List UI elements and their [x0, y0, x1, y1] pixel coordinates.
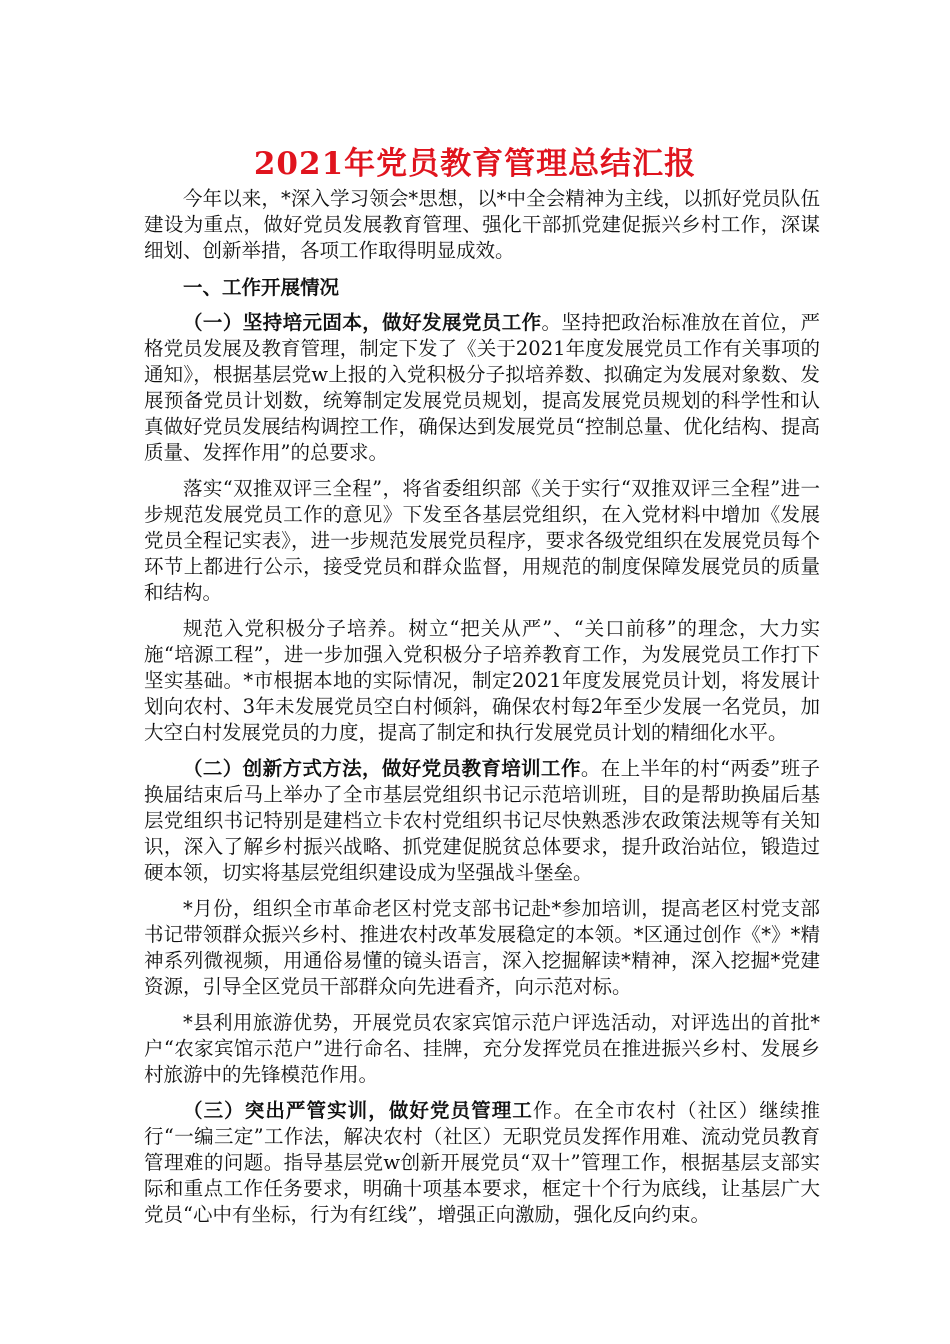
document-title: 2021年党员教育管理总结汇报	[253, 146, 697, 182]
paragraph-text: 。坚持把政治标准放在首位，严格党员发展及教育管理，制定下发了《关于2021年度发展党员工作有关事项的通知》，根据基层党w上报的入党积极分子拟培养数、拟确定为发展对象数、发展预备党员计划数，统筹制定发展党员规划，提高发展党员规划的科学性和认真做好党员发展结构调控工作，确保达到发展党员“控制总量、优化结构、提高质量、发挥作用”的总要求。	[144, 311, 820, 464]
paragraph-xian: *县利用旅游优势，开展党员农家宾馆示范户评选活动，对评选出的首批*户“农家宾馆示范户”进行命名、挂牌，充分发挥党员在推进振兴乡村、发展乡村旅游中的先锋模范作用。	[144, 1011, 820, 1086]
subsection-lead-3: （三）突出严管实训，做好党员管理工	[183, 1099, 533, 1122]
document-body	[144, 186, 820, 1238]
intro-paragraph: 今年以来，*深入学习领会*思想，以*中全会精神为主线，以抓好党员队伍建设为重点，做好党员发展教育管理、强化干部抓党建促振兴乡村工作，深谋细划、创新举措，各项工作取得明显成效。	[144, 187, 820, 262]
paragraph-shuangtui: 落实“双推双评三全程”，将省委组织部《关于实行“双推双评三全程”进一步规范发展党员工作的意见》下发至各基层党组织，在入党材料中增加《发展党员全程记实表》，进一步规范发展党员程序，要求各级党组织在发展党员每个环节上都进行公示，接受党员和群众监督，用规范的制度保障发展党员的质量和结构。	[144, 477, 820, 604]
paragraph-guifan: 规范入党积极分子培养。树立“把关从严”、“关口前移”的理念，大力实施“培源工程”，进一步加强入党积极分子培养教育工作，为发展党员工作打下坚实基础。*市根据本地的实际情况，制定2021年度发展党员计划，将发展计划向农村、3年未发展党员空白村倾斜，确保农村每2年至少发展一名党员，加大空白村发展党员的力度，提高了制定和执行发展党员计划的精细化水平。	[144, 617, 820, 744]
paragraph-text: 。在上半年的村“两委”班子换届结束后马上举办了全市基层党组织书记示范培训班，目的是帮助换届后基层党组织书记特别是建档立卡农村党组织书记尽快熟悉涉农政策法规等有关知识，深入了解乡村振兴战略、抓党建促脱贫总体要求，提升政治站位，锻造过硬本领，切实将基层党组织建设成为坚强战斗堡垒。	[144, 757, 820, 884]
section-heading: 一、工作开展情况	[183, 276, 340, 299]
paragraph-text: 作。在全市农村（社区）继续推行“一编三定”工作法，解决农村（社区）无职党员发挥作用难、流动党员教育管理难的问题。指导基层党w创新开展党员“双十”管理工作，根据基层支部实际和重点工作任务要求，明确十项基本要求，框定十个行为底线，让基层广大党员“心中有坐标，行为有红线”，增强正向激励，强化反向约束。	[144, 1099, 820, 1226]
paragraph-jiaoyu-peixun	[144, 756, 820, 886]
paragraph-fazhan-dangyuan	[144, 310, 820, 466]
subsection-lead-1: （一）坚持培元固本，做好发展党员工作	[183, 311, 542, 334]
paragraph-yuefen: *月份，组织全市革命老区村党支部书记赴*参加培训，提高老区村党支部书记带领群众振兴乡村、推进农村改革发展稳定的本领。*区通过创作《*》*精神系列微视频，用通俗易懂的镜头语言，深入挖掘解读*精神，深入挖掘*党建资源，引导全区党员干部群众向先进看齐，向示范对标。	[144, 897, 820, 998]
paragraph-guanli	[144, 1098, 820, 1228]
subsection-lead-2: （二）创新方式方法，做好党员教育培训工作	[183, 757, 581, 780]
